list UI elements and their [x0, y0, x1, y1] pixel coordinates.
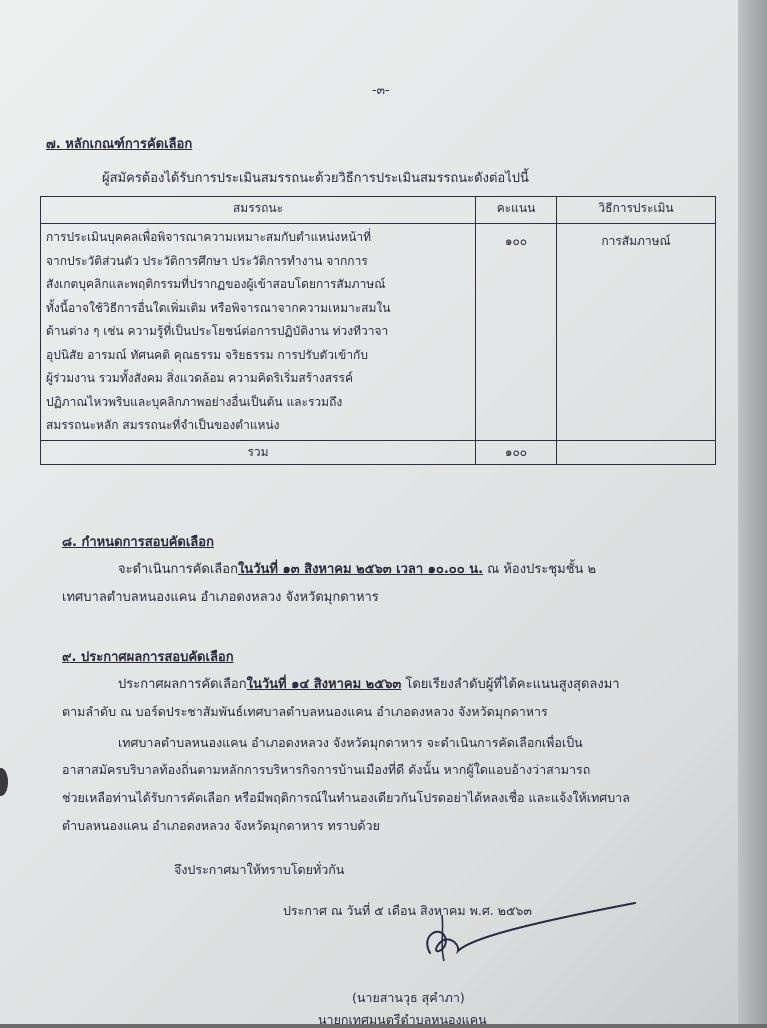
section9-line1-c: โดยเรียงลำดับผู้ที่ได้คะแนนสูงสุดลงมา: [401, 677, 620, 692]
description-line: สมรรถนะหลัก สมรรถนะที่จำเป็นของตำแหน่ง: [46, 418, 280, 432]
total-method-empty: [557, 440, 716, 464]
row-method: การสัมภาษณ์: [557, 224, 716, 441]
section7-intro: ผู้สมัครต้องได้รับการประเมินสมรรถนะด้วยวิธีการประเมินสมรรถนะดังต่อไปนี้: [102, 171, 529, 186]
competency-description: [41, 224, 476, 441]
competency-table: [40, 196, 716, 465]
description-line: อุปนิสัย อารมณ์ ทัศนคติ คุณธรรม จริยธรรม การปรับตัวเข้ากับ: [46, 347, 368, 362]
description-line: ผู้ร่วมงาน รวมทั้งสังคม สิ่งแวดล้อม ความคิดริเริ่มสร้างสรรค์: [46, 371, 354, 385]
signer-name: (นายสานวุธ สุคำภา): [352, 990, 465, 1005]
header-competency: สมรรถนะ: [41, 197, 476, 224]
page-edge: [738, 0, 767, 1024]
para2-line: อาสาสมัครบริบาลท้องถิ่นตามหลักการบริหารกิจการบ้านเมืองที่ดี ดังนั้น หากผู้ใดแอบอ้างว่าสามารถ: [62, 762, 591, 777]
signature: [400, 895, 640, 975]
section9-line2: ตามลำดับ ณ บอร์ดประชาสัมพันธ์เทศบาลตำบลหนองแคน อำเภอดงหลวง จังหวัดมุกดาหาร: [62, 704, 548, 719]
section7-heading: ๗. หลักเกณฑ์การคัดเลือก: [46, 137, 193, 152]
description-line: การประเมินบุคคลเพื่อพิจารณาความเหมาะสมกับตำแหน่งหน้าที่: [46, 230, 372, 244]
para2-line: เทศบาลตำบลหนองแคน อำเภอดงหลวง จังหวัดมุกดาหาร จะดำเนินการคัดเลือกเพื่อเป็น: [118, 735, 583, 750]
section9-line1-a: ประกาศผลการคัดเลือก: [118, 677, 247, 692]
total-label: รวม: [41, 440, 476, 464]
section8-line1-a: จะดำเนินการคัดเลือก: [118, 562, 238, 577]
table-total-row: [41, 440, 716, 464]
row-score: ๑๐๐: [476, 224, 557, 441]
header-method: วิธีการประเมิน: [557, 197, 716, 224]
para2-line: ช่วยเหลือท่านได้รับการคัดเลือก หรือมีพฤติการณ์ในทำนองเดียวกันโปรดอย่าได้หลงเชื่อ และแจ้งให้เทศบาล: [62, 790, 630, 805]
description-line: สังเกตบุคลิกและพฤติกรรมที่ปรากฏของผู้เข้าสอบโดยการสัมภาษณ์: [46, 277, 386, 291]
table-row: [41, 224, 716, 441]
description-line: จากประวัติส่วนตัว ประวัติการศึกษา ประวัติการทำงาน จากการ: [46, 253, 368, 268]
section8-line1-c: ณ ห้องประชุมชั้น ๒: [483, 562, 597, 577]
section9-heading: ๙. ประกาศผลการสอบคัดเลือก: [62, 650, 234, 665]
announce-date: ประกาศ ณ วันที่ ๕ เดือน สิงหาคม พ.ศ. ๒๕๖๓: [283, 903, 532, 918]
total-score: ๑๐๐: [476, 440, 557, 464]
section9-line1: [118, 677, 620, 693]
description-line: ด้านต่าง ๆ เช่น ความรู้ที่เป็นประโยชน์ต่อการปฏิบัติงาน ท่วงทีวาจา: [46, 324, 389, 338]
para2-line: ตำบลหนองแคน อำเภอดงหลวง จังหวัดมุกดาหาร ทราบด้วย: [62, 818, 380, 833]
description-line: ปฏิภาณไหวพริบและบุคลิกภาพอย่างอื่นเป็นต้น และรวมถึง: [46, 394, 343, 409]
section8-line1: [118, 562, 596, 578]
table-header-row: [41, 197, 716, 224]
exam-date: ในวันที่ ๑๓ สิงหาคม ๒๕๖๓ เวลา ๑๐.๐๐ น.: [237, 562, 484, 577]
result-date: ในวันที่ ๑๔ สิงหาคม ๒๕๖๓: [246, 677, 402, 692]
closing-text: จึงประกาศมาให้ทราบโดยทั่วกัน: [174, 862, 345, 877]
page-number: -๓-: [372, 82, 390, 97]
signer-title: นายกเทศมนตรีตำบลหนองแคน: [318, 1012, 487, 1027]
section8-line2: เทศบาลตำบลหนองแคน อำเภอดงหลวง จังหวัดมุกดาหาร: [62, 590, 379, 605]
section8-heading: ๘. กำหนดการสอบคัดเลือก: [62, 535, 214, 550]
description-line: ทั้งนี้อาจใช้วิธีการอื่นใดเพิ่มเติม หรือพิจารณาจากความเหมาะสมใน: [46, 300, 391, 315]
header-score: คะแนน: [476, 197, 557, 224]
